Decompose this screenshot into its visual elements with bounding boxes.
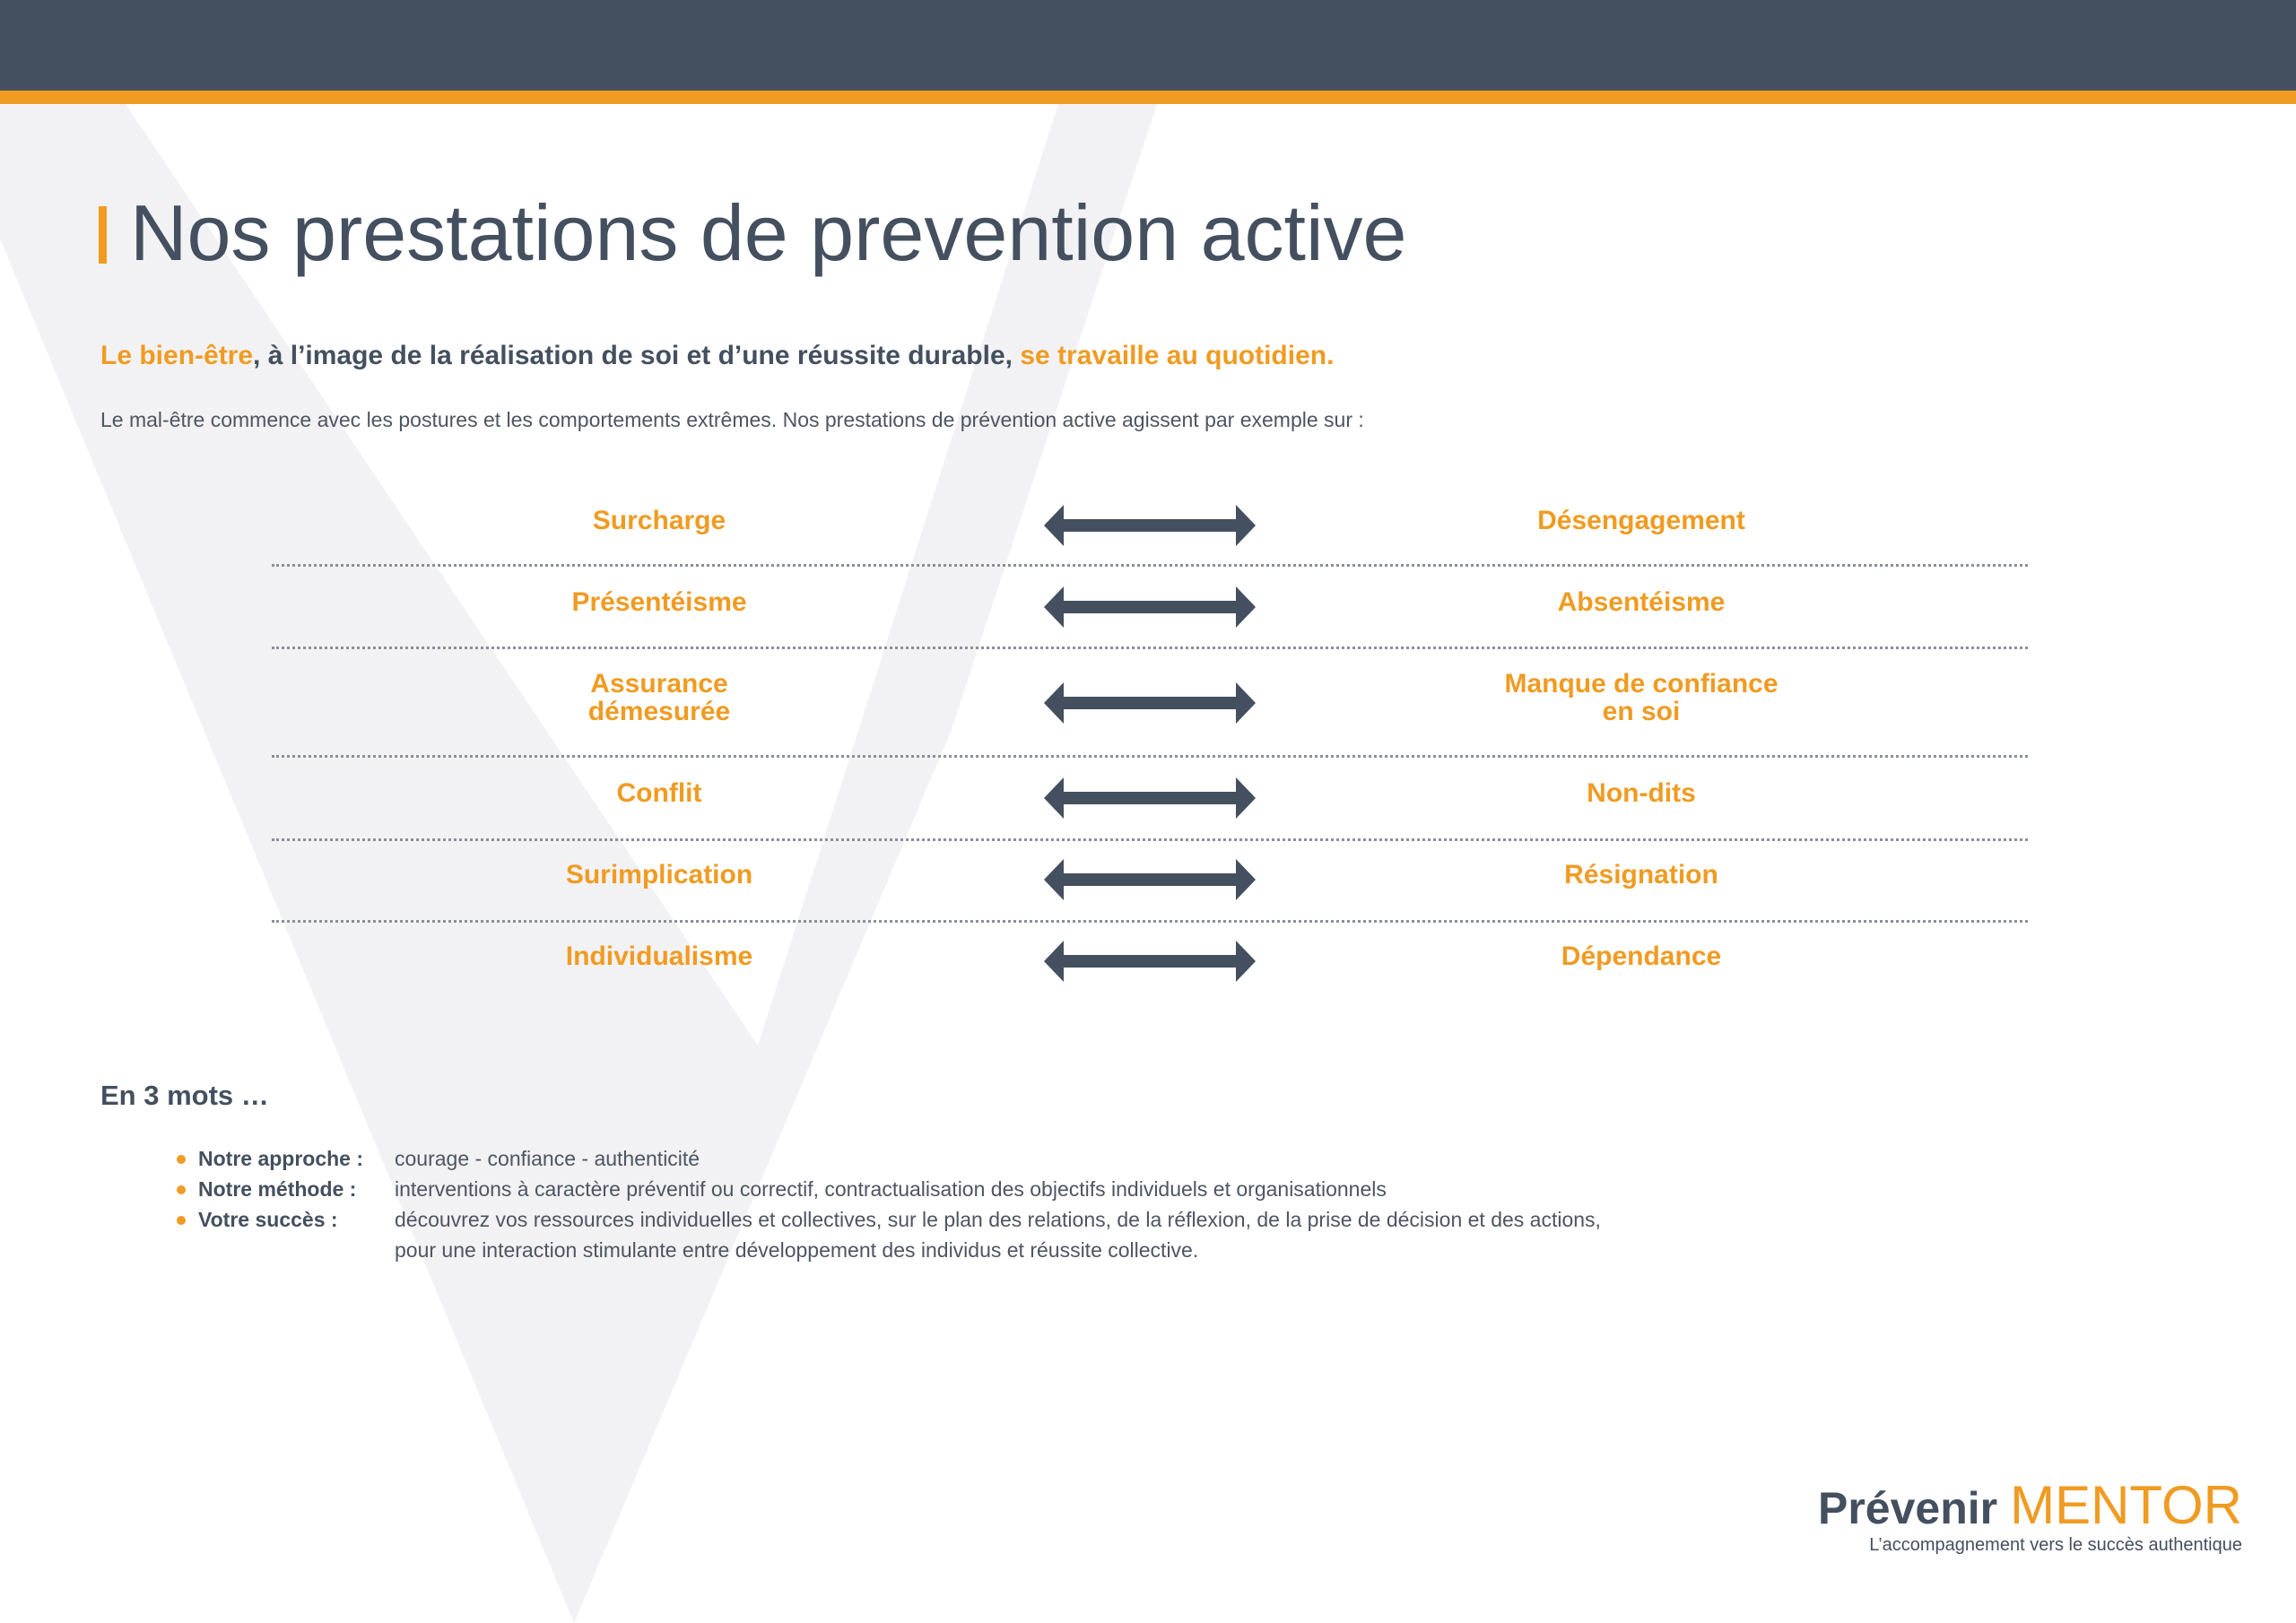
pair-left-label: Surcharge — [592, 506, 726, 535]
double-arrow-icon — [1044, 777, 1256, 819]
brand-logo — [1817, 1475, 2242, 1566]
bullet-text: courage - confiance - authenticité — [395, 1147, 700, 1170]
bullet-dot-icon — [177, 1155, 186, 1164]
pair-right-label: Manque de confiance en soi — [1504, 669, 1779, 726]
row-separator — [272, 838, 2028, 841]
pair-right-label: Dépendance — [1561, 942, 1722, 971]
top-banner-accent — [0, 91, 2296, 104]
row-separator — [272, 647, 2028, 649]
bullet-dot-icon — [177, 1216, 186, 1225]
bullet-text: interventions à caractère préventif ou correctif, contractualisation des objectifs individuels et organisationnels — [395, 1177, 1387, 1201]
lead-middle: , à l’image de la réalisation de soi et d’une réussite durable, — [253, 341, 1021, 370]
pair-left-label: Surimplication — [565, 860, 753, 890]
double-arrow-icon — [1044, 586, 1256, 628]
lead-sentence — [100, 341, 1334, 371]
logo-tagline: L’accompagnement vers le succès authentique — [1869, 1535, 2242, 1555]
row-separator — [272, 564, 2028, 567]
bullet-label: Notre méthode : — [198, 1177, 357, 1201]
page-title-text: Nos prestations de prevention active — [130, 188, 1407, 277]
pair-right-label: Absentéisme — [1557, 587, 1726, 617]
pair-right-label: Désengagement — [1537, 506, 1745, 535]
bullet-label: Notre approche : — [198, 1147, 364, 1170]
page-title — [99, 188, 1406, 278]
row-separator — [272, 755, 2028, 758]
logo-wordmark — [1818, 1476, 2242, 1538]
bullet-text: pour une interaction stimulante entre développement des individus et réussite collective. — [395, 1238, 1199, 1262]
double-arrow-icon — [1044, 941, 1256, 982]
title-accent-bar — [99, 206, 107, 264]
pair-left-label: Présentéisme — [571, 587, 747, 617]
pair-left-label: Individualisme — [565, 942, 753, 971]
logo-mentor: MENTOR — [2010, 1475, 2242, 1535]
section-title: En 3 mots … — [100, 1080, 269, 1111]
top-banner — [0, 0, 2296, 91]
pair-right-label: Non-dits — [1587, 778, 1696, 808]
double-arrow-icon — [1044, 859, 1256, 900]
bullet-text: découvrez vos ressources individuelles et collectives, sur le plan des relations, de la réflexion, de la prise de décision et des actions, — [395, 1208, 1601, 1231]
pair-left-label: Conflit — [616, 778, 702, 808]
double-arrow-icon — [1044, 682, 1256, 724]
lead-highlight-1: Le bien-être — [100, 341, 254, 370]
logo-prevenir: Prévenir — [1817, 1483, 1998, 1533]
lead-highlight-2: se travaille au quotidien. — [1020, 341, 1335, 370]
pair-right-label: Résignation — [1564, 860, 1718, 890]
double-arrow-icon — [1044, 505, 1256, 546]
bullet-dot-icon — [177, 1185, 186, 1194]
bullet-label: Votre succès : — [198, 1208, 338, 1231]
row-separator — [272, 920, 2028, 923]
intro-text: Le mal-être commence avec les postures et les comportements extrêmes. Nos prestations de prévention active agissent par exemple sur : — [100, 408, 1364, 431]
pair-left-label: Assurance démesurée — [587, 669, 731, 726]
